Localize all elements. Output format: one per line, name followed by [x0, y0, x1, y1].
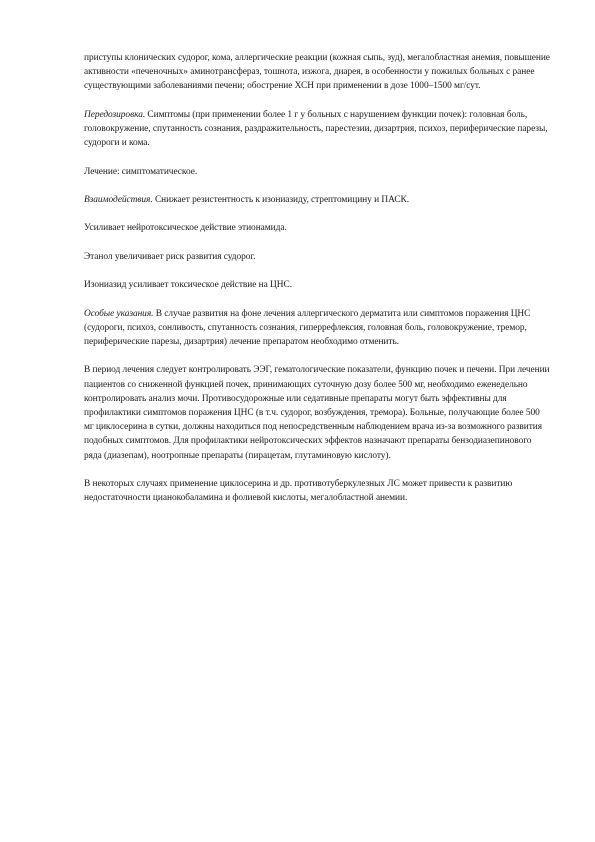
paragraph-special-instructions	[84, 307, 550, 350]
paragraph-text: приступы клонических судорог, кома, аллергические реакции (кожная сыпь, зуд), мегалобластная анемия, повышение активности «печеночных» аминотрансфераз, тошнота, изжога, диарея, в особенности у пожилых больных с ранее существующими заболеваниями печени; обострение ХСН при применении в дозе 1000–1500 мг/сут.	[84, 53, 550, 92]
paragraph-deficiency	[84, 477, 550, 505]
paragraph-text: Изониазид усиливает токсическое действие на ЦНС.	[84, 280, 292, 291]
paragraph-text: Усиливает нейротоксическое действие этионамида.	[84, 223, 287, 234]
paragraph-treatment	[84, 165, 550, 179]
document-body	[84, 51, 550, 520]
paragraph-isoniazid	[84, 278, 550, 292]
paragraph-text: Симптомы (при применении более 1 г у больных с нарушением функции почек): головная боль, головокружение, спутанность сознания, раздражительность, парестезии, дизартрия, психоз, периферические парезы, судороги и кома.	[84, 109, 548, 149]
paragraph-text: В период лечения следует контролировать ЭЭГ, гематологические показатели, функцию почек и печени. При лечении пациентов со сниженной функцией почек, принимающих суточную дозу более 500 мг, необходимо еженедельно контролировать анализ мочи. Противосудорожные или седативные препараты могут быть эффективны для профилактики симптомов поражения ЦНС (в т.ч. судорог, возбуждения, тремора). Больные, получающие более 500 мг циклосерина в сутки, должны находиться под непосредственным наблюдением врача из-за возможного развития подобных симптомов. Для профилактики нейротоксических эффектов назначают препараты бензодиазепинового ряда (диазепам), ноотропные препараты (пирацетам, глутаминовую кислоту).	[84, 365, 550, 461]
paragraph-monitoring	[84, 363, 550, 462]
paragraph-text: Лечение: симптоматическое.	[84, 166, 198, 177]
paragraph-term: Передозировка.	[84, 109, 146, 120]
paragraph-text: В случае развития на фоне лечения аллергического дерматита или симптомов поражения ЦНС (судороги, психоз, сонливость, спутанность сознания, гиперрефлексия, головная боль, головокружение, тремор, периферические парезы, дизартрия) лечение препаратом необходимо отменить.	[84, 308, 531, 347]
paragraph-side-effects-continued	[84, 51, 550, 94]
paragraph-interactions	[84, 193, 550, 207]
paragraph-text: В некоторых случаях применение циклосерина и др. противотуберкулезных ЛС может привести к развитию недостаточности цианокобаламина и фолиевой кислоты, мегалобластной анемии.	[84, 478, 513, 504]
paragraph-term: Взаимодействия.	[84, 194, 153, 205]
paragraph-text: Снижает резистентность к изониазиду, стрептомицину и ПАСК.	[152, 194, 410, 205]
paragraph-ethanol	[84, 250, 550, 264]
paragraph-ethionamide	[84, 221, 550, 235]
paragraph-term: Особые указания.	[84, 308, 154, 319]
paragraph-text: Этанол увеличивает риск развития судорог.	[84, 251, 256, 262]
paragraph-overdose	[84, 108, 550, 151]
